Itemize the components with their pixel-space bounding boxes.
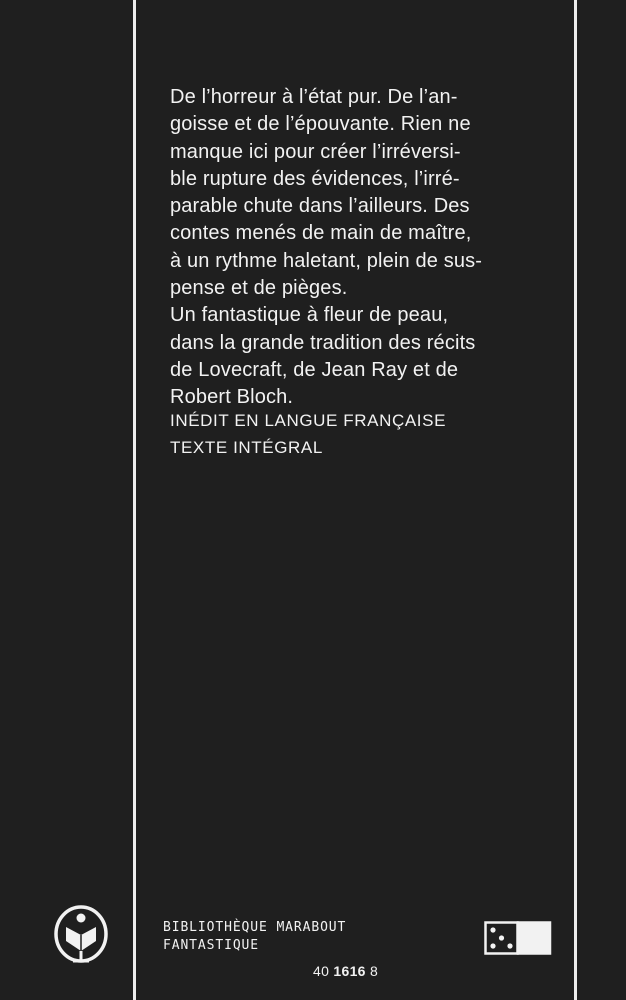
blurb-line: de Lovecraft, de Jean Ray et de	[170, 358, 459, 381]
blurb-line: à un rythme haletant, plein de sus-	[170, 249, 483, 272]
domino-icon	[484, 921, 552, 955]
code-prefix: 40	[313, 963, 330, 979]
blurb-line: De l’horreur à l’état pur. De l’an-	[170, 86, 458, 108]
catalog-code	[313, 963, 378, 979]
mention-complete-text: TEXTE INTÉGRAL	[170, 438, 323, 457]
blurb-line: Robert Bloch.	[170, 386, 294, 409]
blurb-line: ble rupture des évidences, l’irré-	[170, 167, 460, 190]
marabout-logo-icon	[53, 905, 109, 971]
series-name	[163, 919, 346, 955]
blurb-line: dans la grande tradition des récits	[170, 331, 476, 354]
right-vertical-rule	[574, 0, 577, 1000]
series-line-1: BIBLIOTHÈQUE MARABOUT	[163, 920, 347, 935]
series-line-2: FANTASTIQUE	[163, 938, 259, 953]
blurb-line: contes menés de main de maître,	[170, 222, 472, 245]
mention-unpublished: INÉDIT EN LANGUE FRANÇAISE	[170, 411, 447, 430]
code-main: 1616	[333, 963, 366, 979]
blurb-text	[170, 84, 562, 412]
blurb-line: pense et de pièges.	[170, 277, 348, 300]
blurb-line: goisse et de l’épouvante. Rien ne	[170, 113, 471, 136]
code-suffix: 8	[369, 963, 379, 979]
left-vertical-rule	[133, 0, 136, 1000]
edition-mentions	[170, 407, 550, 461]
blurb-line: manque ici pour créer l’irréversi-	[170, 140, 461, 163]
blurb-line: parable chute dans l’ailleurs. Des	[170, 195, 470, 218]
blurb-line: Un fantastique à fleur de peau,	[170, 304, 449, 327]
